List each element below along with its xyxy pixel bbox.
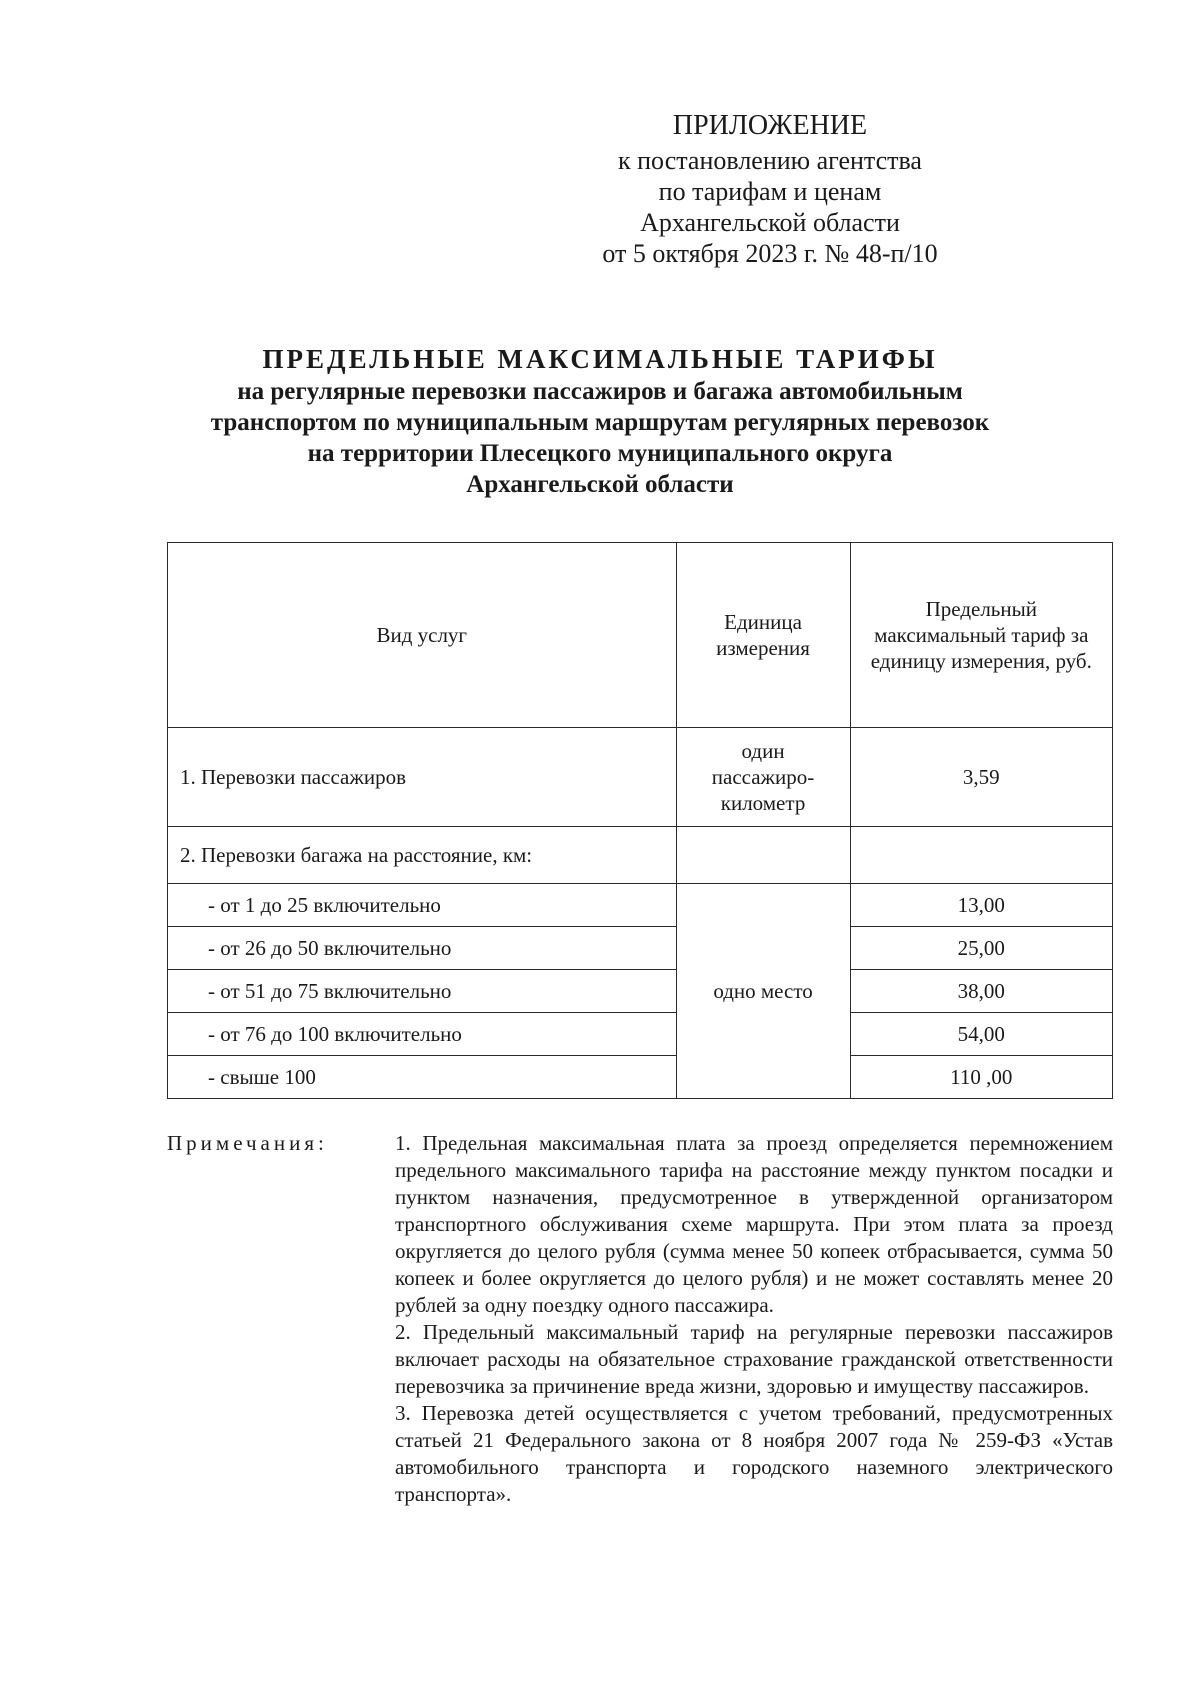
header-tariff: Предельный максимальный тариф за единицу измерения, руб. bbox=[850, 543, 1112, 728]
table-row bbox=[168, 1013, 1113, 1056]
table-row bbox=[168, 884, 1113, 927]
cell-service: - свыше 100 bbox=[168, 1056, 677, 1099]
cell-tariff: 110 ,00 bbox=[850, 1056, 1112, 1099]
cell-service: - от 26 до 50 включительно bbox=[168, 927, 677, 970]
note-item: 3. Перевозка детей осуществляется с учетом требований, предусмотренных статьей 21 Федерального закона от 8 ноября 2007 года № 259-ФЗ «Устав автомобильного транспорта и городского наземного электрического транспорта». bbox=[395, 1401, 1113, 1506]
title-line: на регулярные перевозки пассажиров и багажа автомобильным bbox=[237, 378, 963, 405]
appendix-heading: ПРИЛОЖЕНИЕ bbox=[672, 110, 868, 141]
header-unit: Единица измерения bbox=[676, 543, 850, 728]
title-line: на территории Плесецкого муниципального округа bbox=[307, 440, 893, 467]
cell-unit-empty bbox=[676, 827, 850, 884]
appendix-line: по тарифам и ценам bbox=[658, 177, 882, 206]
cell-unit: один пассажиро-километр bbox=[676, 728, 850, 827]
header-service: Вид услуг bbox=[168, 543, 677, 728]
note-item: 1. Предельная максимальная плата за проезд определяется перемножением предельного максимального тарифа на расстояние между пунктом посадки и пунктом назначения, предусмотренное в утвержденной организатором транспортного обслуживания схеме маршрута. При этом плата за проезд округляется до целого рубля (сумма менее 50 копеек отбрасывается, сумма 50 копеек и более округляется до целого рубля) и не может составлять менее 20 рублей за одну поездку одного пассажира. bbox=[395, 1131, 1113, 1317]
cell-service: - от 1 до 25 включительно bbox=[168, 884, 677, 927]
notes-label: Примечания: bbox=[167, 1131, 328, 1155]
note-item: 2. Предельный максимальный тариф на регулярные перевозки пассажиров включает расходы на обязательное страхование гражданской ответственности перевозчика за причинение вреда жизни, здоровью и имуществу пассажиров. bbox=[395, 1320, 1113, 1398]
title-main: ПРЕДЕЛЬНЫЕ МАКСИМАЛЬНЫЕ ТАРИФЫ bbox=[262, 344, 938, 374]
appendix-line: к постановлению агентства bbox=[618, 146, 922, 175]
table-row bbox=[168, 1056, 1113, 1099]
appendix-header bbox=[560, 110, 980, 269]
cell-tariff: 3,59 bbox=[850, 728, 1112, 827]
cell-unit-baggage: одно место bbox=[676, 884, 850, 1099]
document-title bbox=[160, 344, 1040, 500]
table-row bbox=[168, 970, 1113, 1013]
table-header-row bbox=[168, 543, 1113, 728]
cell-tariff-empty bbox=[850, 827, 1112, 884]
table-row bbox=[168, 927, 1113, 970]
title-line: транспортом по муниципальным маршрутам регулярных перевозок bbox=[210, 409, 990, 436]
cell-service: 2. Перевозки багажа на расстояние, км: bbox=[168, 827, 677, 884]
cell-tariff: 25,00 bbox=[850, 927, 1112, 970]
title-line: Архангельской области bbox=[466, 471, 734, 498]
cell-service: 1. Перевозки пассажиров bbox=[168, 728, 677, 827]
table-row bbox=[168, 728, 1113, 827]
cell-tariff: 54,00 bbox=[850, 1013, 1112, 1056]
cell-tariff: 13,00 bbox=[850, 884, 1112, 927]
appendix-date-number: от 5 октября 2023 г. № 48-п/10 bbox=[602, 239, 938, 268]
cell-tariff: 38,00 bbox=[850, 970, 1112, 1013]
appendix-line: Архангельской области bbox=[640, 208, 900, 237]
tariffs-table bbox=[167, 542, 1113, 1099]
notes-body bbox=[395, 1130, 1113, 1508]
cell-service: - от 51 до 75 включительно bbox=[168, 970, 677, 1013]
table-row bbox=[168, 827, 1113, 884]
cell-service: - от 76 до 100 включительно bbox=[168, 1013, 677, 1056]
